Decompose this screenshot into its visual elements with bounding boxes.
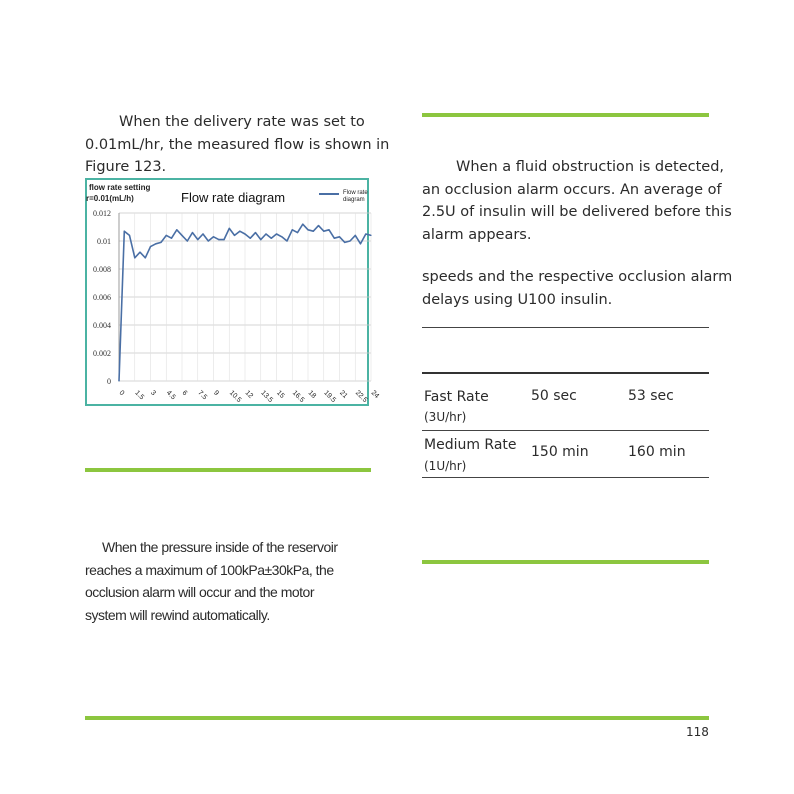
table-caption-rule xyxy=(422,327,709,328)
intro-line: When the delivery rate was set to xyxy=(119,114,365,130)
chart-data-point xyxy=(313,231,314,232)
chart-x-tick-label: 21 xyxy=(338,389,349,400)
speeds-line: speeds and the respective occlusion alarm xyxy=(422,269,733,285)
chart-x-tick-label: 24 xyxy=(369,389,381,400)
chart-data-point xyxy=(297,232,298,233)
chart-data-point xyxy=(155,243,156,244)
chart-x-tick-label: 22.5 xyxy=(353,389,369,405)
chart-data-point xyxy=(265,233,266,234)
table-row-rule xyxy=(422,430,709,431)
chart-legend-line: Flow rate xyxy=(343,190,368,196)
chart-data-point xyxy=(187,240,188,241)
pressure-line: reaches a maximum of 100kPa±30kPa, the xyxy=(85,561,334,578)
chart-data-point xyxy=(171,238,172,239)
chart-y-tick-label: 0.002 xyxy=(93,349,111,358)
occlusion-line: 2.5U of insulin will be delivered before this xyxy=(422,204,732,220)
chart-data-point xyxy=(292,229,293,230)
chart-data-point xyxy=(276,233,277,234)
chart-data-point xyxy=(323,231,324,232)
chart-data-point xyxy=(118,380,119,381)
chart-data-point xyxy=(223,239,224,240)
chart-x-tick-label: 15 xyxy=(275,389,286,400)
chart-data-point xyxy=(355,235,356,236)
chart-data-point xyxy=(213,236,214,237)
chart-y-tick-label: 0.01 xyxy=(97,237,111,246)
chart-x-tick-label: 9 xyxy=(212,389,220,398)
chart-data-point xyxy=(192,232,193,233)
chart-data-point xyxy=(307,229,308,230)
chart-x-tick-label: 3 xyxy=(149,389,157,398)
chart-x-tick-label: 0 xyxy=(117,389,126,398)
chart-y-tick-label: 0.012 xyxy=(93,209,111,218)
green-divider xyxy=(85,468,371,472)
chart-data-point xyxy=(160,242,161,243)
chart-data-point xyxy=(124,231,125,232)
chart-data-point xyxy=(229,228,230,229)
chart-x-tick-label: 7.5 xyxy=(196,389,209,402)
occlusion-line: alarm appears. xyxy=(422,226,532,243)
chart-data-point xyxy=(139,252,140,253)
footer-green-rule xyxy=(85,716,709,720)
pressure-line: When the pressure inside of the reservoir xyxy=(102,539,338,555)
chart-data-point xyxy=(281,236,282,237)
chart-data-point xyxy=(176,229,177,230)
intro-line: 0.01mL/hr, the measured flow is shown in xyxy=(85,136,390,153)
table-header-rule xyxy=(422,372,709,374)
chart-title: Flow rate diagram xyxy=(181,190,286,205)
pressure-line: occlusion alarm will occur and the motor xyxy=(85,584,314,600)
chart-data-point xyxy=(218,239,219,240)
chart-data-point xyxy=(134,257,135,258)
occlusion-paragraph xyxy=(422,156,732,246)
flow-rate-chart xyxy=(85,178,381,406)
speeds-paragraph xyxy=(422,266,732,311)
chart-data-point xyxy=(150,246,151,247)
pressure-line: system will rewind automatically. xyxy=(85,606,270,623)
chart-data-point xyxy=(360,243,361,244)
chart-x-tick-label: 13.5 xyxy=(259,389,274,405)
row-value: 50 sec xyxy=(531,388,577,404)
chart-x-tick-label: 16.5 xyxy=(290,389,306,405)
chart-data-point xyxy=(181,235,182,236)
row-label: Medium Rate xyxy=(424,437,517,453)
green-divider xyxy=(422,560,709,564)
pressure-paragraph xyxy=(85,536,338,626)
chart-data-point xyxy=(208,240,209,241)
chart-data-point xyxy=(334,238,335,239)
row-value: 150 min xyxy=(531,444,589,460)
occlusion-line: an occlusion alarm occurs. An average of xyxy=(422,181,722,198)
chart-data-point xyxy=(302,224,303,225)
chart-data-point xyxy=(365,233,366,234)
chart-y-tick-label: 0.006 xyxy=(93,293,111,302)
chart-data-point xyxy=(370,235,371,236)
row-sublabel: (3U/hr) xyxy=(424,410,467,424)
chart-data-point xyxy=(344,242,345,243)
chart-setting-label: flow rate setting xyxy=(89,183,151,192)
chart-data-point xyxy=(145,257,146,258)
chart-data-point xyxy=(318,225,319,226)
page-number: 118 xyxy=(686,725,709,739)
chart-x-tick-label: 12 xyxy=(243,389,255,400)
chart-x-tick-label: 10.5 xyxy=(227,389,243,405)
chart-data-point xyxy=(260,239,261,240)
row-value: 160 min xyxy=(628,444,686,460)
chart-setting-value: r=0.01(mL/h) xyxy=(86,194,134,203)
chart-data-point xyxy=(197,239,198,240)
intro-line: Figure 123. xyxy=(85,159,167,175)
chart-y-tick-label: 0.004 xyxy=(93,321,111,330)
row-sublabel: (1U/hr) xyxy=(424,459,467,473)
row-value: 53 sec xyxy=(628,388,674,404)
chart-data-point xyxy=(286,240,287,241)
chart-data-point xyxy=(234,235,235,236)
occlusion-line: When a fluid obstruction is detected, xyxy=(456,159,725,175)
row-label: Fast Rate xyxy=(424,389,489,405)
chart-x-tick-label: 6 xyxy=(180,389,189,398)
chart-legend-line: diagram xyxy=(343,197,365,203)
chart-x-tick-label: 19.5 xyxy=(322,389,337,405)
chart-data-point xyxy=(239,231,240,232)
chart-x-tick-label: 18 xyxy=(306,389,318,400)
flow-rate-chart-svg xyxy=(86,180,381,408)
green-divider xyxy=(422,113,709,117)
chart-data-point xyxy=(244,233,245,234)
chart-data-point xyxy=(166,235,167,236)
chart-data-point xyxy=(271,238,272,239)
chart-data-point xyxy=(255,232,256,233)
table-bottom-rule xyxy=(422,477,709,478)
chart-data-point xyxy=(349,240,350,241)
chart-y-tick-label: 0.008 xyxy=(93,265,111,274)
intro-paragraph xyxy=(85,111,389,179)
chart-x-tick-label: 1.5 xyxy=(133,389,146,402)
chart-y-tick-label: 0 xyxy=(107,377,111,386)
chart-data-point xyxy=(250,238,251,239)
speeds-line: delays using U100 insulin. xyxy=(422,291,613,308)
chart-data-point xyxy=(129,235,130,236)
chart-data-point xyxy=(328,229,329,230)
chart-data-point xyxy=(339,236,340,237)
chart-x-tick-label: 4.5 xyxy=(164,389,177,402)
chart-data-point xyxy=(202,233,203,234)
